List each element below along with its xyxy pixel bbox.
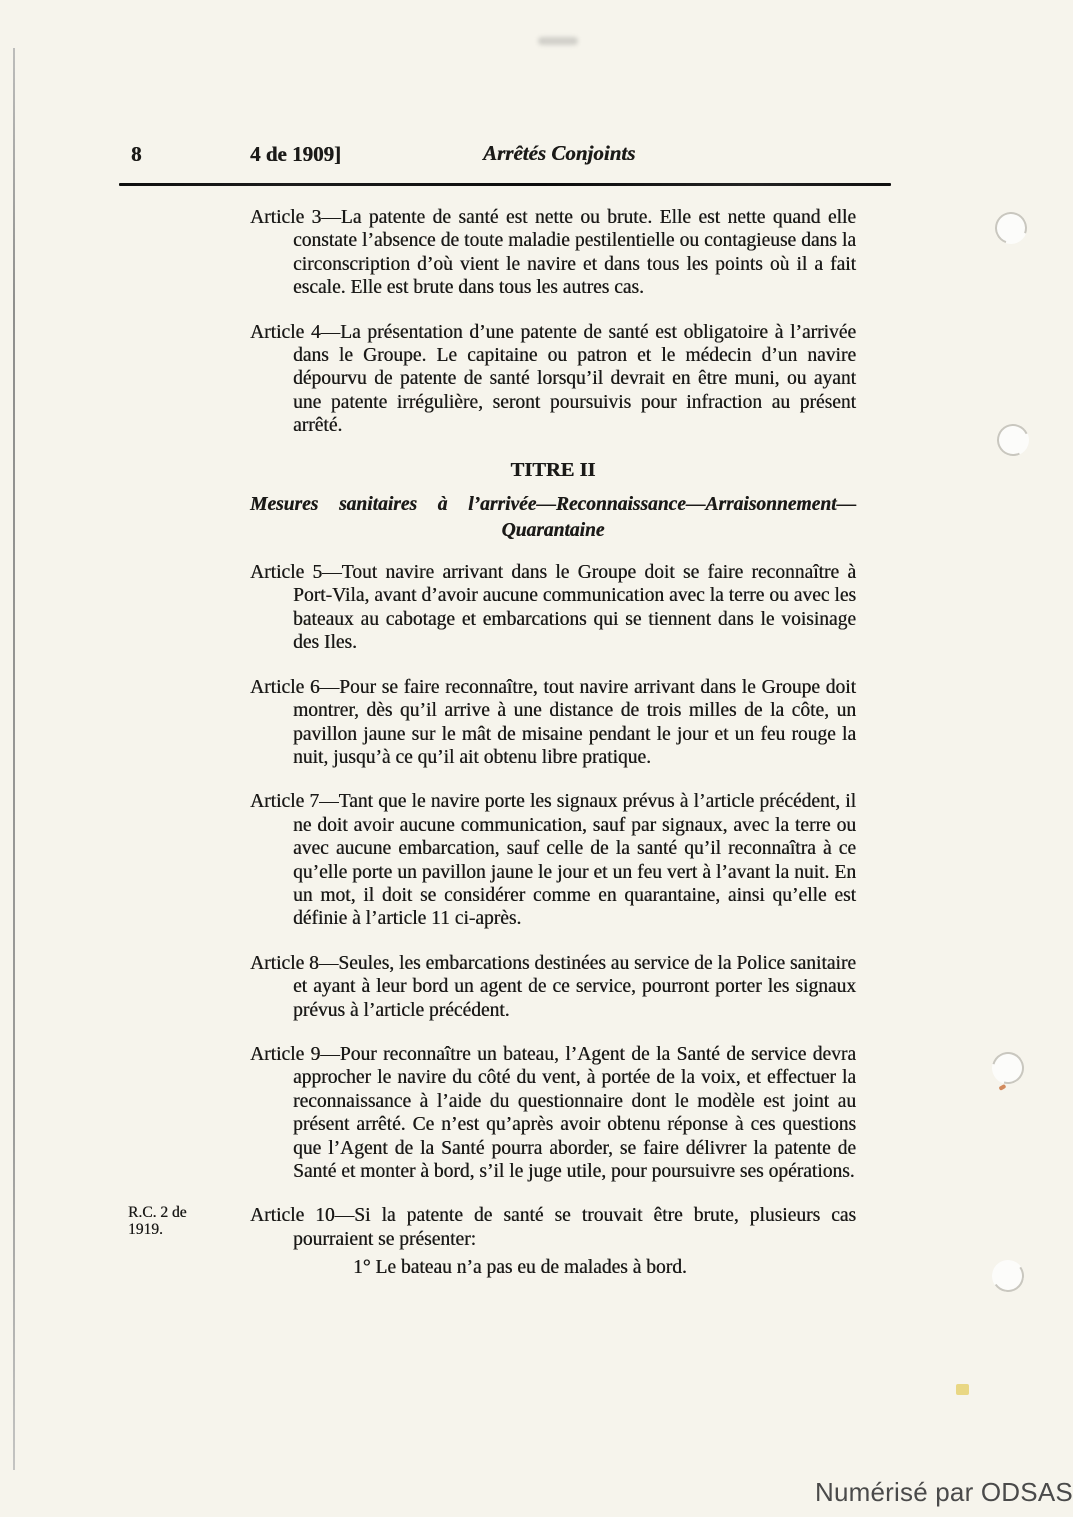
article-3-paragraph: Article 3—La patente de santé est nette ou brute. Elle est nette quand elle constate l’absence de toute maladie pestilentielle ou contagieuse dans la circonscription d’où vient le navire et dans tous les points où il a fait escale. Elle est brute dans tous les autres cas. (250, 207, 856, 299)
margin-note-line2: 1919. (128, 1221, 163, 1239)
header-reference: 4 de 1909] (250, 142, 341, 166)
punch-hole-mark (998, 1084, 1006, 1091)
scan-edge-line (13, 48, 15, 1470)
article-4-paragraph: Article 4—La présentation d’une patente de santé est obligatoire à l’arrivée dans le Groupe. Le capitaine ou patron et le médecin d’un navire dépourvu de patente de santé lorsqu’il devrait en être muni, ou ayant une patente irrégulière, seront poursuivis pour infraction au présent arrêté. (250, 321, 856, 437)
article-8-paragraph: Article 8—Seules, les embarcations destinées au service de la Police sanitaire et ayant à leur bord un agent de ce service, pourront porter les signaux prévus à l’article précédent. (250, 952, 856, 1021)
article-9-paragraph: Article 9—Pour reconnaître un bateau, l’Agent de la Santé de service devra approcher le navire du côté du vent, à portée de la voix, et effectuer la reconnaissance à l’aide du questionnaire dont le modèle est joint au présent arrêté. Ce n’est qu’après avoir obtenu réponse à ces questions que l’Agent de la Santé pourra aborder, se faire délivrer la patente de Santé et monter à bord, s’il le juge utile, pour poursuivre ses opérations. (250, 1043, 856, 1182)
section-subtitle (250, 492, 856, 544)
section-title: TITRE II (510, 458, 596, 481)
article-7-paragraph: Article 7—Tant que le navire porte les signaux prévus à l’article précédent, il ne doit avoir aucune communication, sauf par signaux, avec la terre ou avec aucune embarcation, sauf celle de la santé qu’il reconnaîtra à ce qu’elle porte un pavillon jaune le jour et un feu vert à l’avant la nuit. En un mot, il doit se considérer comme en quarantaine, ainsi qu’elle est définie à l’article 11 ci-après. (250, 791, 856, 930)
article-5-paragraph: Article 5—Tout navire arrivant dans le Groupe doit se faire reconnaître à Port-Vila, avant d’avoir aucune communication avec la terre ou avec les bateaux au cabotage et embarcations qui se tiennent dans le voisinage des Iles. (250, 562, 856, 654)
punch-hole (990, 207, 1033, 250)
document-body (128, 206, 856, 1280)
header-rule (119, 183, 891, 186)
section-subtitle-line1: Mesures sanitaires à l’arrivée—Reconnaissance—Arraisonnement— (250, 494, 856, 516)
scan-smudge (538, 37, 578, 45)
article-10-block (128, 1204, 856, 1251)
article-10-paragraph: Article 10—Si la patente de santé se trouvait être brute, plusieurs cas pourraient se présenter: (250, 1205, 856, 1250)
section-subtitle-line2: Quarantaine (501, 520, 605, 542)
punch-hole (989, 1257, 1026, 1294)
paper-stain (956, 1384, 969, 1395)
article-6-paragraph: Article 6—Pour se faire reconnaître, tout navire arrivant dans le Groupe doit montrer, dès qu’il arrive à une distance de trois milles de la côte, un pavillon jaune sur le mât de misaine pendant le jour et un feu rouge la nuit, jusqu’à ce qu’il ait obtenu libre pratique. (250, 676, 856, 768)
punch-hole (986, 1046, 1030, 1090)
header-title: Arrêtés Conjoints (483, 141, 636, 165)
digitization-credit: Numérisé par ODSAS (815, 1477, 1073, 1507)
margin-note (128, 1204, 228, 1238)
punch-hole (992, 419, 1033, 460)
case-item-1: 1° Le bateau n’a pas eu de malades à bord. (353, 1257, 687, 1279)
margin-note-line1: R.C. 2 de (128, 1204, 187, 1222)
page-number: 8 (131, 142, 142, 166)
